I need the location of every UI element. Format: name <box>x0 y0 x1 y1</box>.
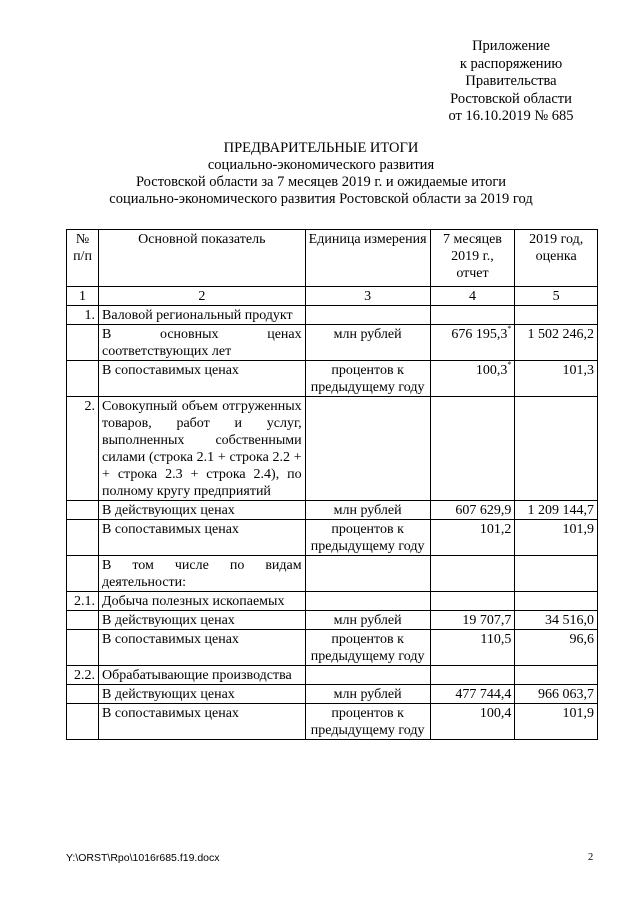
table-body <box>67 306 598 740</box>
table-row <box>67 306 598 325</box>
row-value-year <box>515 611 598 630</box>
row-unit-text: млн рублей <box>333 327 402 342</box>
row-indicator-text: В действующих ценах <box>102 503 235 518</box>
row-unit <box>305 592 430 611</box>
row-number <box>67 666 99 685</box>
row-unit-text: процентов к предыдущему году <box>310 706 425 738</box>
appendix-line: Правительства <box>465 73 557 89</box>
table-row <box>67 630 598 666</box>
row-value-7-months-text: 110,5 <box>480 632 512 647</box>
row-value-7-months-text: 100,3 <box>475 363 508 378</box>
row-value-7-months-text: 676 195,3 <box>451 327 508 342</box>
table-row <box>67 611 598 630</box>
row-value-year-text: 101,9 <box>562 522 594 537</box>
row-value-year-text: 101,9 <box>562 706 594 721</box>
row-number <box>67 556 99 592</box>
row-value-year-text: 101,3 <box>562 363 594 378</box>
row-unit <box>305 501 430 520</box>
row-value-year <box>515 556 598 592</box>
column-number: 2 <box>99 287 306 306</box>
column-numbers-row <box>67 287 598 306</box>
header-indicator: Основной показатель <box>99 230 306 287</box>
table-row <box>67 556 598 592</box>
column-number: 4 <box>430 287 515 306</box>
row-value-7-months-text: 477 744,4 <box>455 687 512 702</box>
row-unit <box>305 397 430 501</box>
row-indicator-text: В сопоставимых ценах <box>102 522 239 537</box>
row-value-year <box>515 685 598 704</box>
table-row <box>67 501 598 520</box>
row-indicator-text: Добыча полезных ископаемых <box>102 594 285 609</box>
table-row <box>67 397 598 501</box>
row-value-year <box>515 501 598 520</box>
row-indicator <box>99 325 306 361</box>
row-unit-text: млн рублей <box>333 687 402 702</box>
row-value-7-months <box>430 520 515 556</box>
row-indicator <box>99 630 306 666</box>
document-subtitle-line: Ростовской области за 7 месяцев 2019 г. и ожидаемые итоги <box>135 174 507 190</box>
row-unit <box>305 630 430 666</box>
row-value-7-months <box>430 306 515 325</box>
row-indicator <box>99 556 306 592</box>
appendix-line: к распоряжению <box>459 55 563 72</box>
row-indicator <box>99 361 306 397</box>
row-value-7-months <box>430 501 515 520</box>
row-number <box>67 611 99 630</box>
row-number <box>67 325 99 361</box>
table-row <box>67 361 598 397</box>
row-value-7-months <box>430 685 515 704</box>
document-subtitle-line: социально-экономического развития Ростовской области за 2019 год <box>109 191 533 207</box>
row-value-7-months-text: 19 707,7 <box>462 613 512 628</box>
row-value-year-text: 1 209 144,7 <box>527 503 594 518</box>
table-row <box>67 592 598 611</box>
row-number-text: 1. <box>84 308 96 323</box>
column-number: 1 <box>67 287 99 306</box>
row-number <box>67 685 99 704</box>
row-unit <box>305 611 430 630</box>
appendix-line: от 16.10.2019 № 685 <box>448 108 574 124</box>
row-indicator <box>99 592 306 611</box>
row-number <box>67 306 99 325</box>
document-title: ПРЕДВАРИТЕЛЬНЫЕ ИТОГИ <box>223 140 419 156</box>
row-value-year <box>515 325 598 361</box>
row-value-year <box>515 592 598 611</box>
header-number: № п/п <box>67 230 99 287</box>
row-indicator <box>99 704 306 740</box>
row-value-year <box>515 704 598 740</box>
row-indicator-text: В действующих ценах <box>102 613 235 628</box>
document-heading <box>60 140 582 208</box>
row-indicator-text: Валовой региональный продукт <box>102 308 293 323</box>
footnote-mark: * <box>507 360 512 369</box>
row-value-year <box>515 361 598 397</box>
row-unit <box>305 704 430 740</box>
row-value-year <box>515 520 598 556</box>
row-indicator-text: Обрабатывающие производства <box>102 668 292 683</box>
header-7-months: 7 месяцев 2019 г., отчет <box>430 230 515 287</box>
row-indicator-text: Совокупный объем отгруженных товаров, работ и услуг, выполненных собственными силами (строка 2.1 + строка 2.2 + + строка 2.3 + строка 2.4), по полному кругу предприятий <box>102 399 302 499</box>
appendix-line: Приложение <box>472 38 550 54</box>
row-value-year <box>515 397 598 501</box>
row-number <box>67 592 99 611</box>
row-unit-text: процентов к предыдущему году <box>310 632 425 664</box>
row-indicator-text: В сопоставимых ценах <box>102 363 239 378</box>
row-value-year-text: 96,6 <box>569 632 594 647</box>
column-number: 3 <box>305 287 430 306</box>
row-number-text: 2.2. <box>74 668 96 683</box>
row-value-7-months-text: 100,4 <box>479 706 512 721</box>
row-unit-text: млн рублей <box>333 503 402 518</box>
row-value-year-text: 966 063,7 <box>538 687 594 702</box>
row-value-year <box>515 666 598 685</box>
row-indicator <box>99 520 306 556</box>
header-year-estimate: 2019 год, оценка <box>515 230 598 287</box>
row-number <box>67 397 99 501</box>
appendix-line: Ростовской области <box>450 90 572 107</box>
column-number: 5 <box>515 287 598 306</box>
row-unit-text: процентов к предыдущему году <box>310 522 425 554</box>
header-unit: Единица измерения <box>305 230 430 287</box>
appendix-block <box>420 38 602 126</box>
row-indicator-text: В действующих ценах <box>102 687 235 702</box>
row-indicator <box>99 306 306 325</box>
row-value-7-months <box>430 704 515 740</box>
row-number <box>67 361 99 397</box>
row-indicator-text: В основных ценах соответствующих лет <box>102 327 302 359</box>
row-value-7-months <box>430 325 515 361</box>
row-number <box>67 704 99 740</box>
table-row <box>67 685 598 704</box>
row-value-7-months-text: 607 629,9 <box>455 503 512 518</box>
row-unit <box>305 325 430 361</box>
table-row <box>67 520 598 556</box>
row-value-year <box>515 306 598 325</box>
row-value-year <box>515 630 598 666</box>
footer-file-path: Y:\ORST\Rpo\1016r685.f19.docx <box>66 852 220 864</box>
footer-page-number: 2 <box>588 852 594 863</box>
row-indicator <box>99 666 306 685</box>
row-value-7-months <box>430 630 515 666</box>
row-indicator-text: В сопоставимых ценах <box>102 706 239 721</box>
row-unit <box>305 520 430 556</box>
table-header-row <box>67 230 598 287</box>
footnote-mark: * <box>507 324 512 333</box>
row-value-7-months <box>430 361 515 397</box>
row-unit <box>305 306 430 325</box>
row-value-year-text: 34 516,0 <box>545 613 594 628</box>
table-row <box>67 666 598 685</box>
row-number-text: 2. <box>84 399 96 414</box>
row-unit <box>305 666 430 685</box>
row-value-7-months <box>430 611 515 630</box>
row-indicator-text: В сопоставимых ценах <box>102 632 239 647</box>
row-number <box>67 630 99 666</box>
row-value-7-months <box>430 666 515 685</box>
document-subtitle-line: социально-экономического развития <box>207 157 435 173</box>
row-number <box>67 501 99 520</box>
row-value-7-months <box>430 397 515 501</box>
row-unit-text: процентов к предыдущему году <box>310 363 425 395</box>
row-indicator <box>99 397 306 501</box>
table-row <box>67 325 598 361</box>
row-unit-text: млн рублей <box>333 613 402 628</box>
table-row <box>67 704 598 740</box>
indicators-table <box>66 229 598 740</box>
row-indicator <box>99 611 306 630</box>
row-unit <box>305 361 430 397</box>
row-indicator-text: В том числе по видам деятельности: <box>102 558 302 590</box>
row-number-text: 2.1. <box>74 594 96 609</box>
row-value-7-months <box>430 592 515 611</box>
row-indicator <box>99 501 306 520</box>
row-unit <box>305 556 430 592</box>
row-unit <box>305 685 430 704</box>
row-value-7-months <box>430 556 515 592</box>
row-value-year-text: 1 502 246,2 <box>527 327 594 342</box>
row-indicator <box>99 685 306 704</box>
row-number <box>67 520 99 556</box>
row-value-7-months-text: 101,2 <box>479 522 512 537</box>
